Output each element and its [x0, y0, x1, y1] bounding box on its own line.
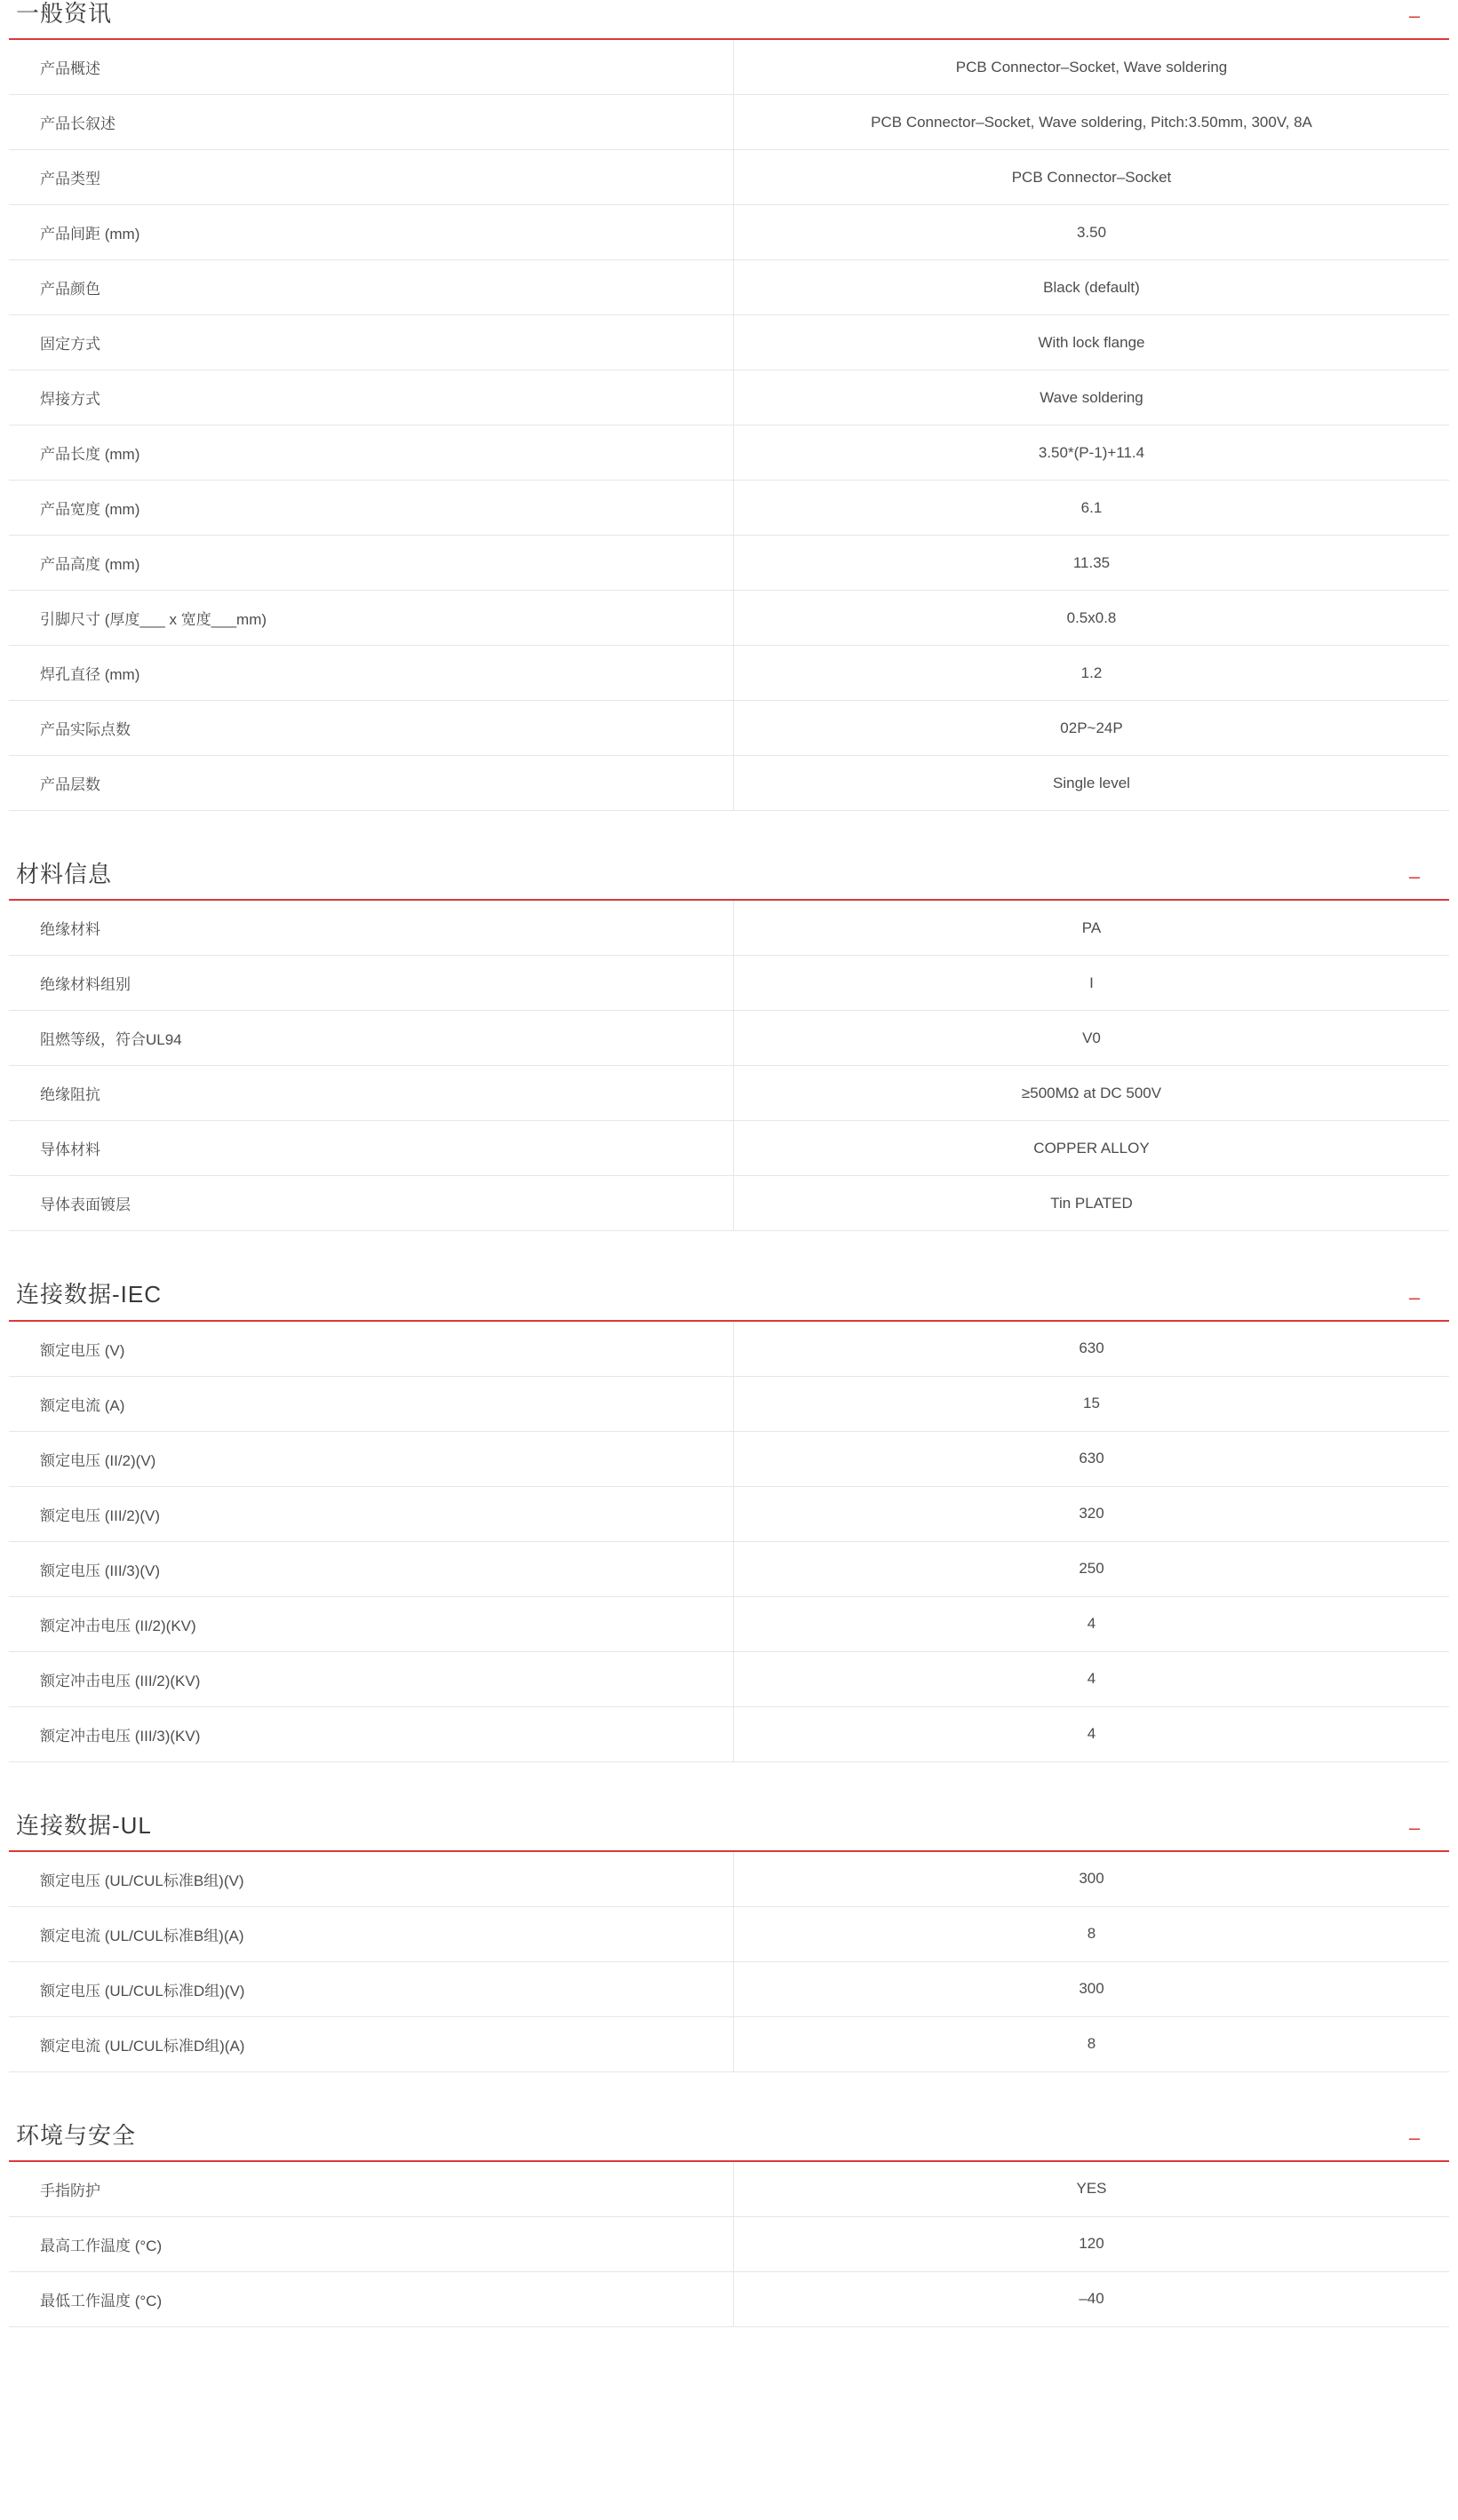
spec-label: 产品长叙述: [9, 95, 734, 150]
minus-icon[interactable]: –: [1408, 4, 1421, 28]
section-一般资讯: [9, 0, 1449, 811]
table-row: [9, 1066, 1449, 1121]
spec-value: PCB Connector–Socket, Wave soldering, Pitch:3.50mm, 300V, 8A: [871, 113, 1312, 131]
table-row: [9, 2016, 1449, 2071]
table-row: [9, 260, 1449, 315]
spec-label: 绝缘材料组别: [9, 956, 734, 1011]
spec-label: 额定电流 (UL/CUL标准D组)(A): [9, 2016, 734, 2071]
spec-label: 额定冲击电压 (III/2)(KV): [9, 1651, 734, 1706]
spec-label: 额定电压 (II/2)(V): [9, 1431, 734, 1486]
spec-label: 绝缘阻抗: [9, 1066, 734, 1121]
table-row: [9, 1651, 1449, 1706]
table-row: [9, 315, 1449, 370]
spec-label: 额定电压 (III/3)(V): [9, 1541, 734, 1596]
spec-value: I: [1089, 974, 1094, 991]
table-row: [9, 425, 1449, 481]
table-row: [9, 1706, 1449, 1761]
table-row: [9, 1596, 1449, 1651]
spec-label: 最高工作温度 (°C): [9, 2216, 734, 2271]
table-row: [9, 1431, 1449, 1486]
section-环境与安全: [9, 2122, 1449, 2327]
section-title: 材料信息: [16, 861, 113, 888]
table-row: [9, 1322, 1449, 1377]
spec-value: With lock flange: [1038, 333, 1145, 351]
spec-value: 6.1: [1080, 498, 1103, 516]
spec-label: 绝缘材料: [9, 901, 734, 956]
spec-label: 焊接方式: [9, 370, 734, 425]
spec-label: 焊孔直径 (mm): [9, 646, 734, 701]
section-连接数据-ul: [9, 1812, 1449, 2072]
spec-value: 3.50*(P-1)+11.4: [1038, 443, 1145, 461]
section-header: [9, 0, 1449, 40]
spec-label: 阻燃等级，符合UL94: [9, 1011, 734, 1066]
spec-value: PCB Connector–Socket, Wave soldering: [955, 58, 1228, 76]
spec-value: 0.5x0.8: [1066, 608, 1117, 626]
spec-label: 产品长度 (mm): [9, 425, 734, 481]
spec-label: 产品间距 (mm): [9, 205, 734, 260]
table-row: [9, 536, 1449, 591]
spec-value: 4: [1087, 1725, 1096, 1743]
spec-label: 额定冲击电压 (II/2)(KV): [9, 1596, 734, 1651]
spec-sections-container: [9, 0, 1449, 2327]
spec-value: 1.2: [1080, 664, 1103, 681]
spec-table: [9, 1322, 1449, 1762]
spec-value: 8: [1087, 1925, 1096, 1943]
spec-label: 额定冲击电压 (III/3)(KV): [9, 1706, 734, 1761]
table-row: [9, 1906, 1449, 1961]
section-title: 连接数据-IEC: [16, 1281, 163, 1308]
spec-value: 250: [1079, 1560, 1104, 1578]
section-title: 环境与安全: [16, 2121, 137, 2149]
table-row: [9, 1011, 1449, 1066]
spec-value: –40: [1079, 2290, 1104, 2308]
spec-value: 630: [1079, 1339, 1104, 1357]
spec-label: 额定电压 (III/2)(V): [9, 1486, 734, 1541]
spec-label: 额定电流 (UL/CUL标准B组)(A): [9, 1906, 734, 1961]
spec-value: PA: [1081, 918, 1102, 936]
section-header: [9, 861, 1449, 901]
spec-label: 导体表面镀层: [9, 1176, 734, 1231]
spec-value: Single level: [1053, 774, 1130, 791]
section-header: [9, 1281, 1449, 1321]
table-row: [9, 956, 1449, 1011]
spec-value: 11.35: [1072, 553, 1111, 571]
spec-label: 额定电压 (V): [9, 1322, 734, 1377]
section-连接数据-iec: [9, 1281, 1449, 1761]
spec-label: 额定电流 (A): [9, 1376, 734, 1431]
table-row: [9, 591, 1449, 646]
spec-value: 300: [1079, 1980, 1104, 1998]
table-row: [9, 1852, 1449, 1907]
table-row: [9, 370, 1449, 425]
minus-icon[interactable]: –: [1408, 1285, 1421, 1308]
spec-value: 02P~24P: [1060, 719, 1123, 736]
spec-value: Tin PLATED: [1050, 1194, 1133, 1212]
spec-label: 产品宽度 (mm): [9, 481, 734, 536]
table-row: [9, 205, 1449, 260]
spec-label: 产品层数: [9, 756, 734, 811]
table-row: [9, 1541, 1449, 1596]
table-row: [9, 1486, 1449, 1541]
spec-value: V0: [1082, 1029, 1101, 1046]
spec-label: 产品概述: [9, 40, 734, 95]
table-row: [9, 481, 1449, 536]
spec-value: 120: [1079, 2235, 1104, 2253]
spec-value: 4: [1087, 1615, 1096, 1633]
table-row: [9, 95, 1449, 150]
spec-table: [9, 40, 1449, 811]
spec-value: COPPER ALLOY: [1033, 1139, 1150, 1157]
spec-value: PCB Connector–Socket: [1011, 168, 1172, 186]
spec-value: YES: [1076, 2180, 1107, 2198]
table-row: [9, 40, 1449, 95]
table-row: [9, 2271, 1449, 2326]
table-row: [9, 1376, 1449, 1431]
section-header: [9, 2122, 1449, 2162]
spec-value: 4: [1087, 1670, 1096, 1688]
spec-value: 300: [1079, 1870, 1104, 1888]
table-row: [9, 756, 1449, 811]
table-row: [9, 701, 1449, 756]
section-材料信息: [9, 861, 1449, 1231]
spec-label: 产品实际点数: [9, 701, 734, 756]
spec-label: 引脚尺寸 (厚度___ x 宽度___mm): [9, 591, 734, 646]
spec-label: 产品颜色: [9, 260, 734, 315]
spec-label: 最低工作温度 (°C): [9, 2271, 734, 2326]
spec-value: 8: [1087, 2035, 1096, 2053]
spec-label: 额定电压 (UL/CUL标准D组)(V): [9, 1961, 734, 2016]
table-row: [9, 1961, 1449, 2016]
spec-value: 3.50: [1076, 223, 1107, 241]
table-row: [9, 150, 1449, 205]
table-row: [9, 1121, 1449, 1176]
spec-value: 15: [1083, 1395, 1100, 1412]
spec-table: [9, 1852, 1449, 2072]
minus-icon[interactable]: –: [1408, 1816, 1421, 1839]
spec-value: ≥500MΩ at DC 500V: [1021, 1084, 1162, 1101]
section-header: [9, 1812, 1449, 1852]
spec-label: 额定电压 (UL/CUL标准B组)(V): [9, 1852, 734, 1907]
spec-value: 630: [1079, 1450, 1104, 1467]
spec-label: 手指防护: [9, 2162, 734, 2217]
section-title: 连接数据-UL: [16, 1811, 152, 1839]
spec-label: 固定方式: [9, 315, 734, 370]
minus-icon[interactable]: –: [1408, 865, 1421, 888]
spec-label: 导体材料: [9, 1121, 734, 1176]
table-row: [9, 1176, 1449, 1231]
table-row: [9, 2216, 1449, 2271]
spec-label: 产品类型: [9, 150, 734, 205]
spec-value: Wave soldering: [1040, 388, 1143, 406]
spec-value: 320: [1079, 1505, 1104, 1522]
table-row: [9, 901, 1449, 956]
table-row: [9, 646, 1449, 701]
minus-icon[interactable]: –: [1408, 2126, 1421, 2149]
spec-table: [9, 2162, 1449, 2327]
spec-value: Black (default): [1043, 278, 1140, 296]
spec-table: [9, 901, 1449, 1231]
spec-label: 产品高度 (mm): [9, 536, 734, 591]
table-row: [9, 2162, 1449, 2217]
section-title: 一般资讯: [16, 0, 113, 27]
